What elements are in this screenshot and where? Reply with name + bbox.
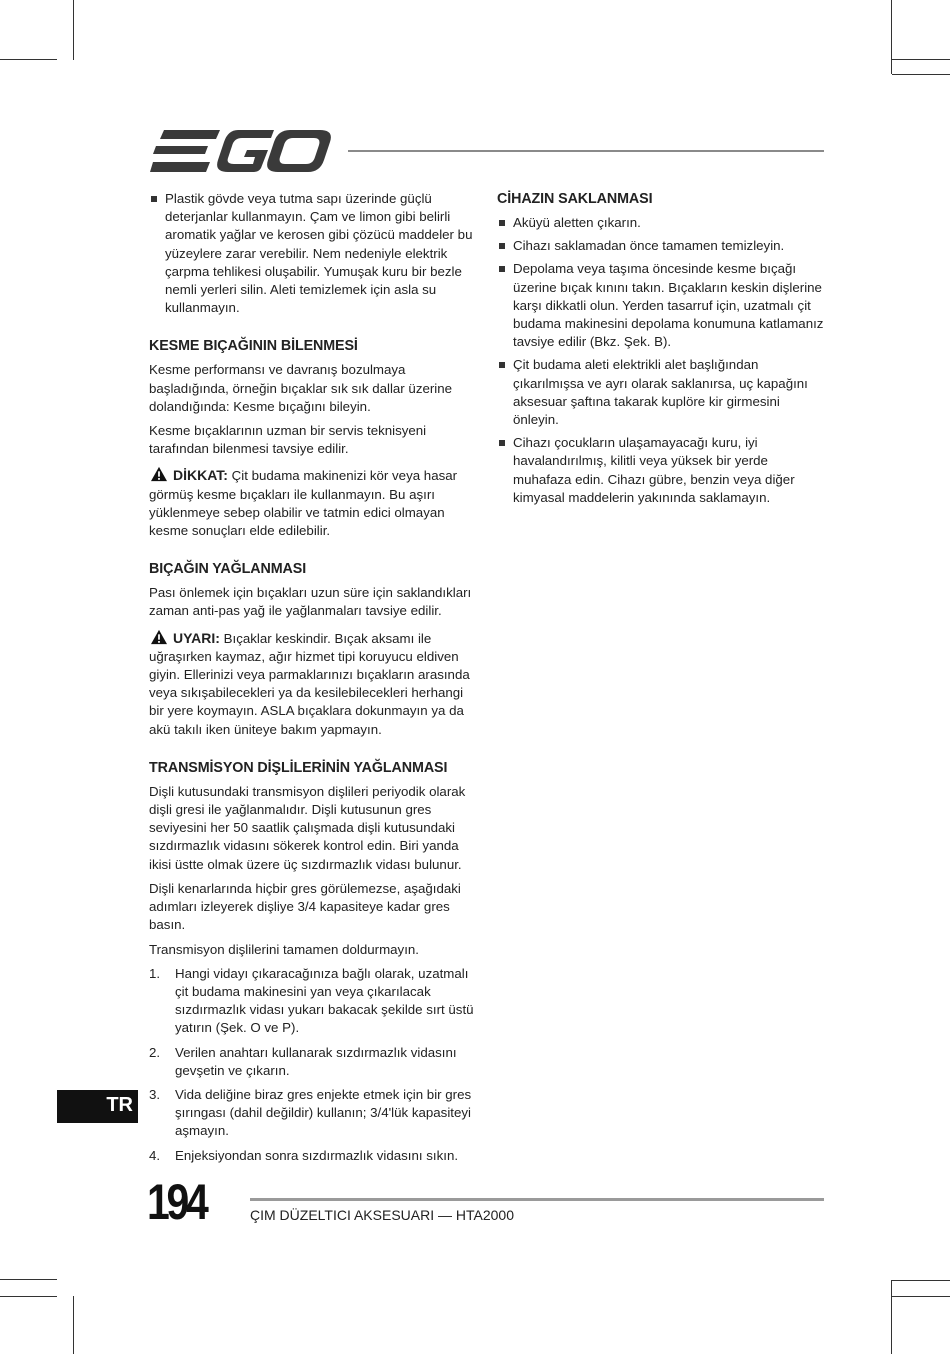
warning-note	[149, 629, 479, 739]
right-column	[497, 190, 827, 513]
warning-triangle-icon	[149, 629, 169, 645]
list-item: Plastik gövde veya tutma sapı üzerinde güçlü deterjanlar kullanmayın. Çam ve limon gibi belirli aromatik yağlar ve kerosen gibi çözücü maddeler bu yüzeylere zarar verebilir. Nem nedeniyle elektrik çarpma tehlikesi oluşabilir. Yumuşak kuru bir bezle nemli yerleri silin. Aleti temizlemek için asla su kullanmayın.	[149, 190, 479, 317]
step-text: Vida deliğine biraz gres enjekte etmek için bir gres şırıngası (dahil değildir) kullanın; 3/4'lük kapasiteyi aşmayın.	[175, 1086, 472, 1139]
list-item	[149, 1086, 479, 1141]
list-item	[149, 1044, 479, 1080]
step-number: 1.	[149, 965, 161, 981]
crop-mark	[891, 59, 950, 60]
crop-mark	[0, 1296, 57, 1297]
intro-bullet-list	[149, 190, 479, 317]
list-item	[149, 965, 479, 1038]
crop-mark	[892, 1296, 950, 1297]
section-heading-storage: CİHAZIN SAKLANMASI	[497, 191, 653, 207]
crop-mark	[891, 0, 892, 74]
warning-label: UYARI:	[173, 629, 220, 646]
paragraph: Dişli kenarlarında hiçbir gres görülemezse, aşağıdaki adımları izleyerek dişliye 3/4 kapasiteye kadar gres basın.	[149, 880, 461, 933]
step-text: Enjeksiyondan sonra sızdırmazlık vidasını sıkın.	[175, 1147, 459, 1163]
language-tab: TR	[57, 1090, 138, 1123]
step-text: Hangi vidayı çıkaracağınıza bağlı olarak, uzatmalı çit budama makinesini yan veya çıkarılacak sızdırmazlık vidası yukarı bakacak şekilde sırt üstü yatırın (Şek. O ve P).	[175, 965, 474, 1036]
step-number: 4.	[149, 1147, 161, 1163]
crop-mark	[891, 1280, 892, 1354]
list-item: Depolama veya taşıma öncesinde kesme bıçağı üzerine bıçak kınını takın. Bıçakların keskin dişlerine karşı dikkatli olun. Yerden tasarruf için, uzatmalı çit budama makinesini depolama konumuna katlamanız tavsiye edilir (Bkz. Şek. B).	[497, 260, 827, 351]
steps-list	[149, 965, 479, 1165]
left-column	[149, 190, 479, 1171]
header-rule	[348, 150, 824, 152]
section-heading-blade-lubrication: BIÇAĞIN YAĞLANMASI	[149, 561, 307, 578]
paragraph: Transmisyon dişlilerini tamamen doldurmayın.	[149, 941, 419, 957]
crop-mark	[73, 0, 74, 60]
crop-mark	[0, 59, 57, 60]
caution-label: DİKKAT:	[173, 467, 228, 484]
footer-title: ÇIM DÜZELTICI AKSESUARI — HTA2000	[250, 1207, 514, 1223]
warning-triangle-icon	[149, 466, 169, 482]
list-item: Çit budama aleti elektrikli alet başlığından çıkarılmışsa ve ayrı olarak saklanırsa, uç kapağını aksesuar şaftına takarak kuplöre kir girmesini önleyin.	[497, 356, 827, 429]
crop-mark	[892, 74, 950, 75]
paragraph: Kesme performansı ve davranış bozulmaya başladığında, örneğin bıçaklar sık sık dallar üzerine dolandığında: Kesme bıçağını bileyin.	[149, 362, 453, 414]
section-heading-gear-lubrication: TRANSMİSYON DİŞLİLERİNİN YAĞLANMASI	[149, 759, 448, 776]
paragraph: Pası önlemek için bıçakları uzun süre için saklandıkları zaman anti-pas yağ ile yağlanmaları tavsiye edilir.	[149, 585, 472, 619]
footer-rule	[250, 1198, 824, 1201]
step-text: Verilen anahtarı kullanarak sızdırmazlık vidasını gevşetin ve çıkarın.	[175, 1044, 457, 1078]
crop-mark	[892, 1280, 950, 1281]
ego-logo	[150, 130, 332, 172]
list-item: Cihazı çocukların ulaşamayacağı kuru, iyi havalandırılmış, kilitli veya yüksek bir yerde muhafaza edin. Cihazı gübre, benzin veya diğer kimyasal maddelerin yakınında saklamayın.	[497, 434, 827, 507]
caution-text: Çit budama makinenizi kör veya hasar görmüş kesme bıçakları ile kullanmayın. Bu aşırı yüklenmeye sebep olabilir ve tatmin edici olmayan kesme sonuçları elde edilebilir.	[149, 468, 458, 539]
storage-bullet-list	[497, 214, 827, 507]
list-item	[149, 1147, 479, 1165]
section-heading-blade-sharpening: KESME BIÇAĞININ BİLENMESİ	[149, 338, 358, 355]
step-number: 3.	[149, 1086, 161, 1102]
crop-mark	[73, 1296, 74, 1354]
paragraph: Dişli kutusundaki transmisyon dişlileri periyodik olarak dişli gresi ile yağlanmalıdır. Dişli kutusunun gres seviyesini her 50 saatlik çalışmada dişli kutusundaki sızdırmazlık vidasını sökerek kontrol edin. Biri yanda ikisi üstte olmak üzere üç sızdırmazlık vidası bulunur.	[149, 783, 466, 872]
list-item: Cihazı saklamadan önce tamamen temizleyin.	[497, 237, 827, 255]
page-number: 194	[147, 1174, 206, 1230]
caution-note	[149, 466, 479, 540]
crop-mark	[0, 1279, 57, 1280]
step-number: 2.	[149, 1044, 161, 1060]
paragraph: Kesme bıçaklarının uzman bir servis teknisyeni tarafından bilenmesi tavsiye edilir.	[149, 423, 427, 457]
list-item: Aküyü aletten çıkarın.	[497, 214, 827, 232]
warning-text: Bıçaklar keskindir. Bıçak aksamı ile uğraşırken kaymaz, ağır hizmet tipi koruyucu eldiven giyin. Ellerinizi veya parmaklarınızı bıçakların arasında veya sıkışabilecekleri ya da kesilebilecekleri herhangi bir yere koymayın. ASLA bıçaklara dokunmayın ya da akü takılı iken üniteye bakım yapmayın.	[149, 630, 470, 737]
